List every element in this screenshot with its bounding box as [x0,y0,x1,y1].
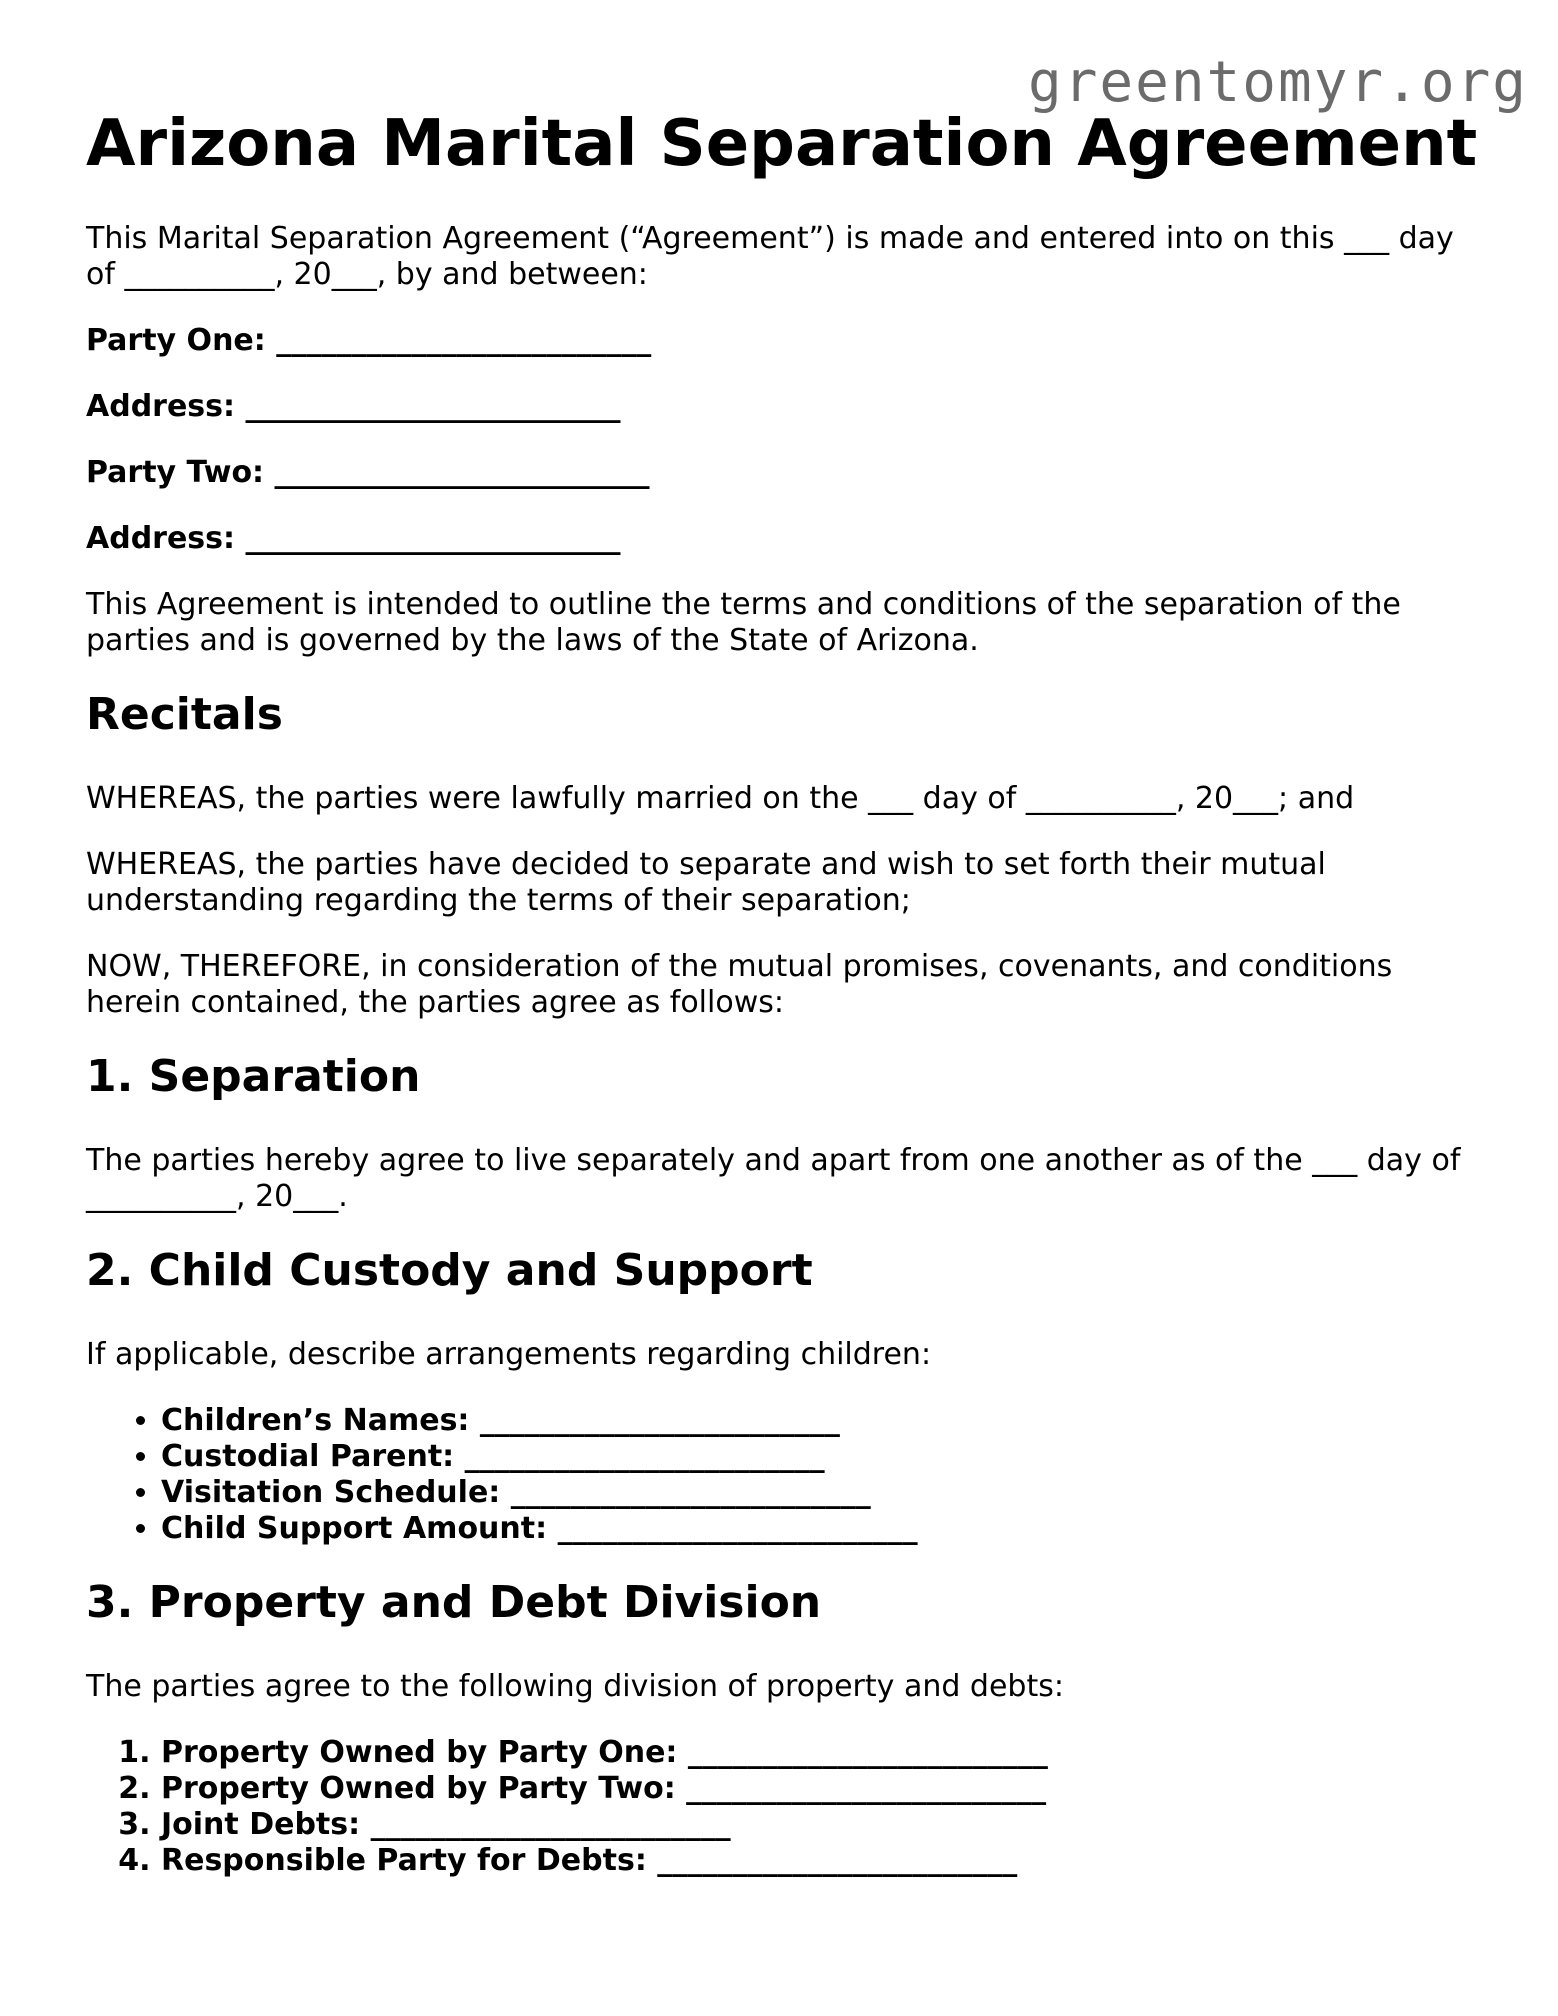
party-two-blank[interactable]: _________________________ [274,455,650,490]
list-item [161,1843,1466,1879]
list-item [161,1771,1466,1807]
responsible-party-label: Responsible Party for Debts: [161,1843,647,1878]
child-support-amount-label: Child Support Amount: [161,1511,548,1546]
visitation-schedule-blank[interactable]: ________________________ [510,1475,871,1510]
party-one-address-field [86,389,1466,425]
list-item [161,1511,1466,1547]
child-custody-heading: 2. Child Custody and Support [86,1245,813,1296]
party-two-label: Party Two: [86,455,265,490]
list-item [161,1439,1466,1475]
party-two-address-label: Address: [86,521,236,556]
party-one-blank[interactable]: _________________________ [276,323,652,358]
document-title: Arizona Marital Separation Agreement [86,107,1478,181]
property-debt-heading: 3. Property and Debt Division [86,1577,822,1628]
list-item [161,1807,1466,1843]
child-custody-paragraph: If applicable, describe arrangements regarding children: [86,1337,932,1372]
property-party-two-blank[interactable]: ________________________ [686,1771,1047,1806]
intro-paragraph: This Marital Separation Agreement (“Agreement”) is made and entered into on this ___ day of __________, 20___, by and between: [86,221,1454,292]
child-custody-list [86,1403,1466,1547]
list-item [161,1403,1466,1439]
visitation-schedule-label: Visitation Schedule: [161,1475,501,1510]
party-one-label: Party One: [86,323,266,358]
party-one-address-label: Address: [86,389,236,424]
party-one-field [86,323,1466,359]
watermark: greentomyr.org [1027,50,1528,115]
party-two-address-field [86,521,1466,557]
recitals-heading: Recitals [86,689,283,740]
property-debt-list [86,1735,1466,1879]
separation-paragraph: The parties hereby agree to live separately and apart from one another as of the ___ day of __________, 20___. [86,1143,1461,1214]
recital-separate: WHEREAS, the parties have decided to separate and wish to set forth their mutual understanding regarding the terms of their separation; [86,847,1326,918]
joint-debts-label: Joint Debts: [161,1807,361,1842]
party-two-address-blank[interactable]: _________________________ [245,521,621,556]
purpose-paragraph: This Agreement is intended to outline the terms and conditions of the separation of the parties and is governed by the laws of the State of Arizona. [86,587,1401,658]
party-two-field [86,455,1466,491]
property-party-two-label: Property Owned by Party Two: [161,1771,676,1806]
party-one-address-blank[interactable]: _________________________ [245,389,621,424]
joint-debts-blank[interactable]: ________________________ [370,1807,731,1842]
recital-therefore: NOW, THEREFORE, in consideration of the mutual promises, covenants, and conditions herein contained, the parties agree as follows: [86,949,1393,1020]
list-item [161,1735,1466,1771]
responsible-party-blank[interactable]: ________________________ [657,1843,1018,1878]
children-names-blank[interactable]: ________________________ [479,1403,840,1438]
property-debt-paragraph: The parties agree to the following division of property and debts: [86,1669,1064,1704]
separation-heading: 1. Separation [86,1051,421,1102]
children-names-label: Children’s Names: [161,1403,470,1438]
document-body [86,221,1466,1909]
child-support-amount-blank[interactable]: ________________________ [557,1511,918,1546]
list-item [161,1475,1466,1511]
property-party-one-label: Property Owned by Party One: [161,1735,678,1770]
property-party-one-blank[interactable]: ________________________ [687,1735,1048,1770]
custodial-parent-label: Custodial Parent: [161,1439,455,1474]
recital-married: WHEREAS, the parties were lawfully married on the ___ day of __________, 20___; and [86,781,1355,816]
custodial-parent-blank[interactable]: ________________________ [464,1439,825,1474]
